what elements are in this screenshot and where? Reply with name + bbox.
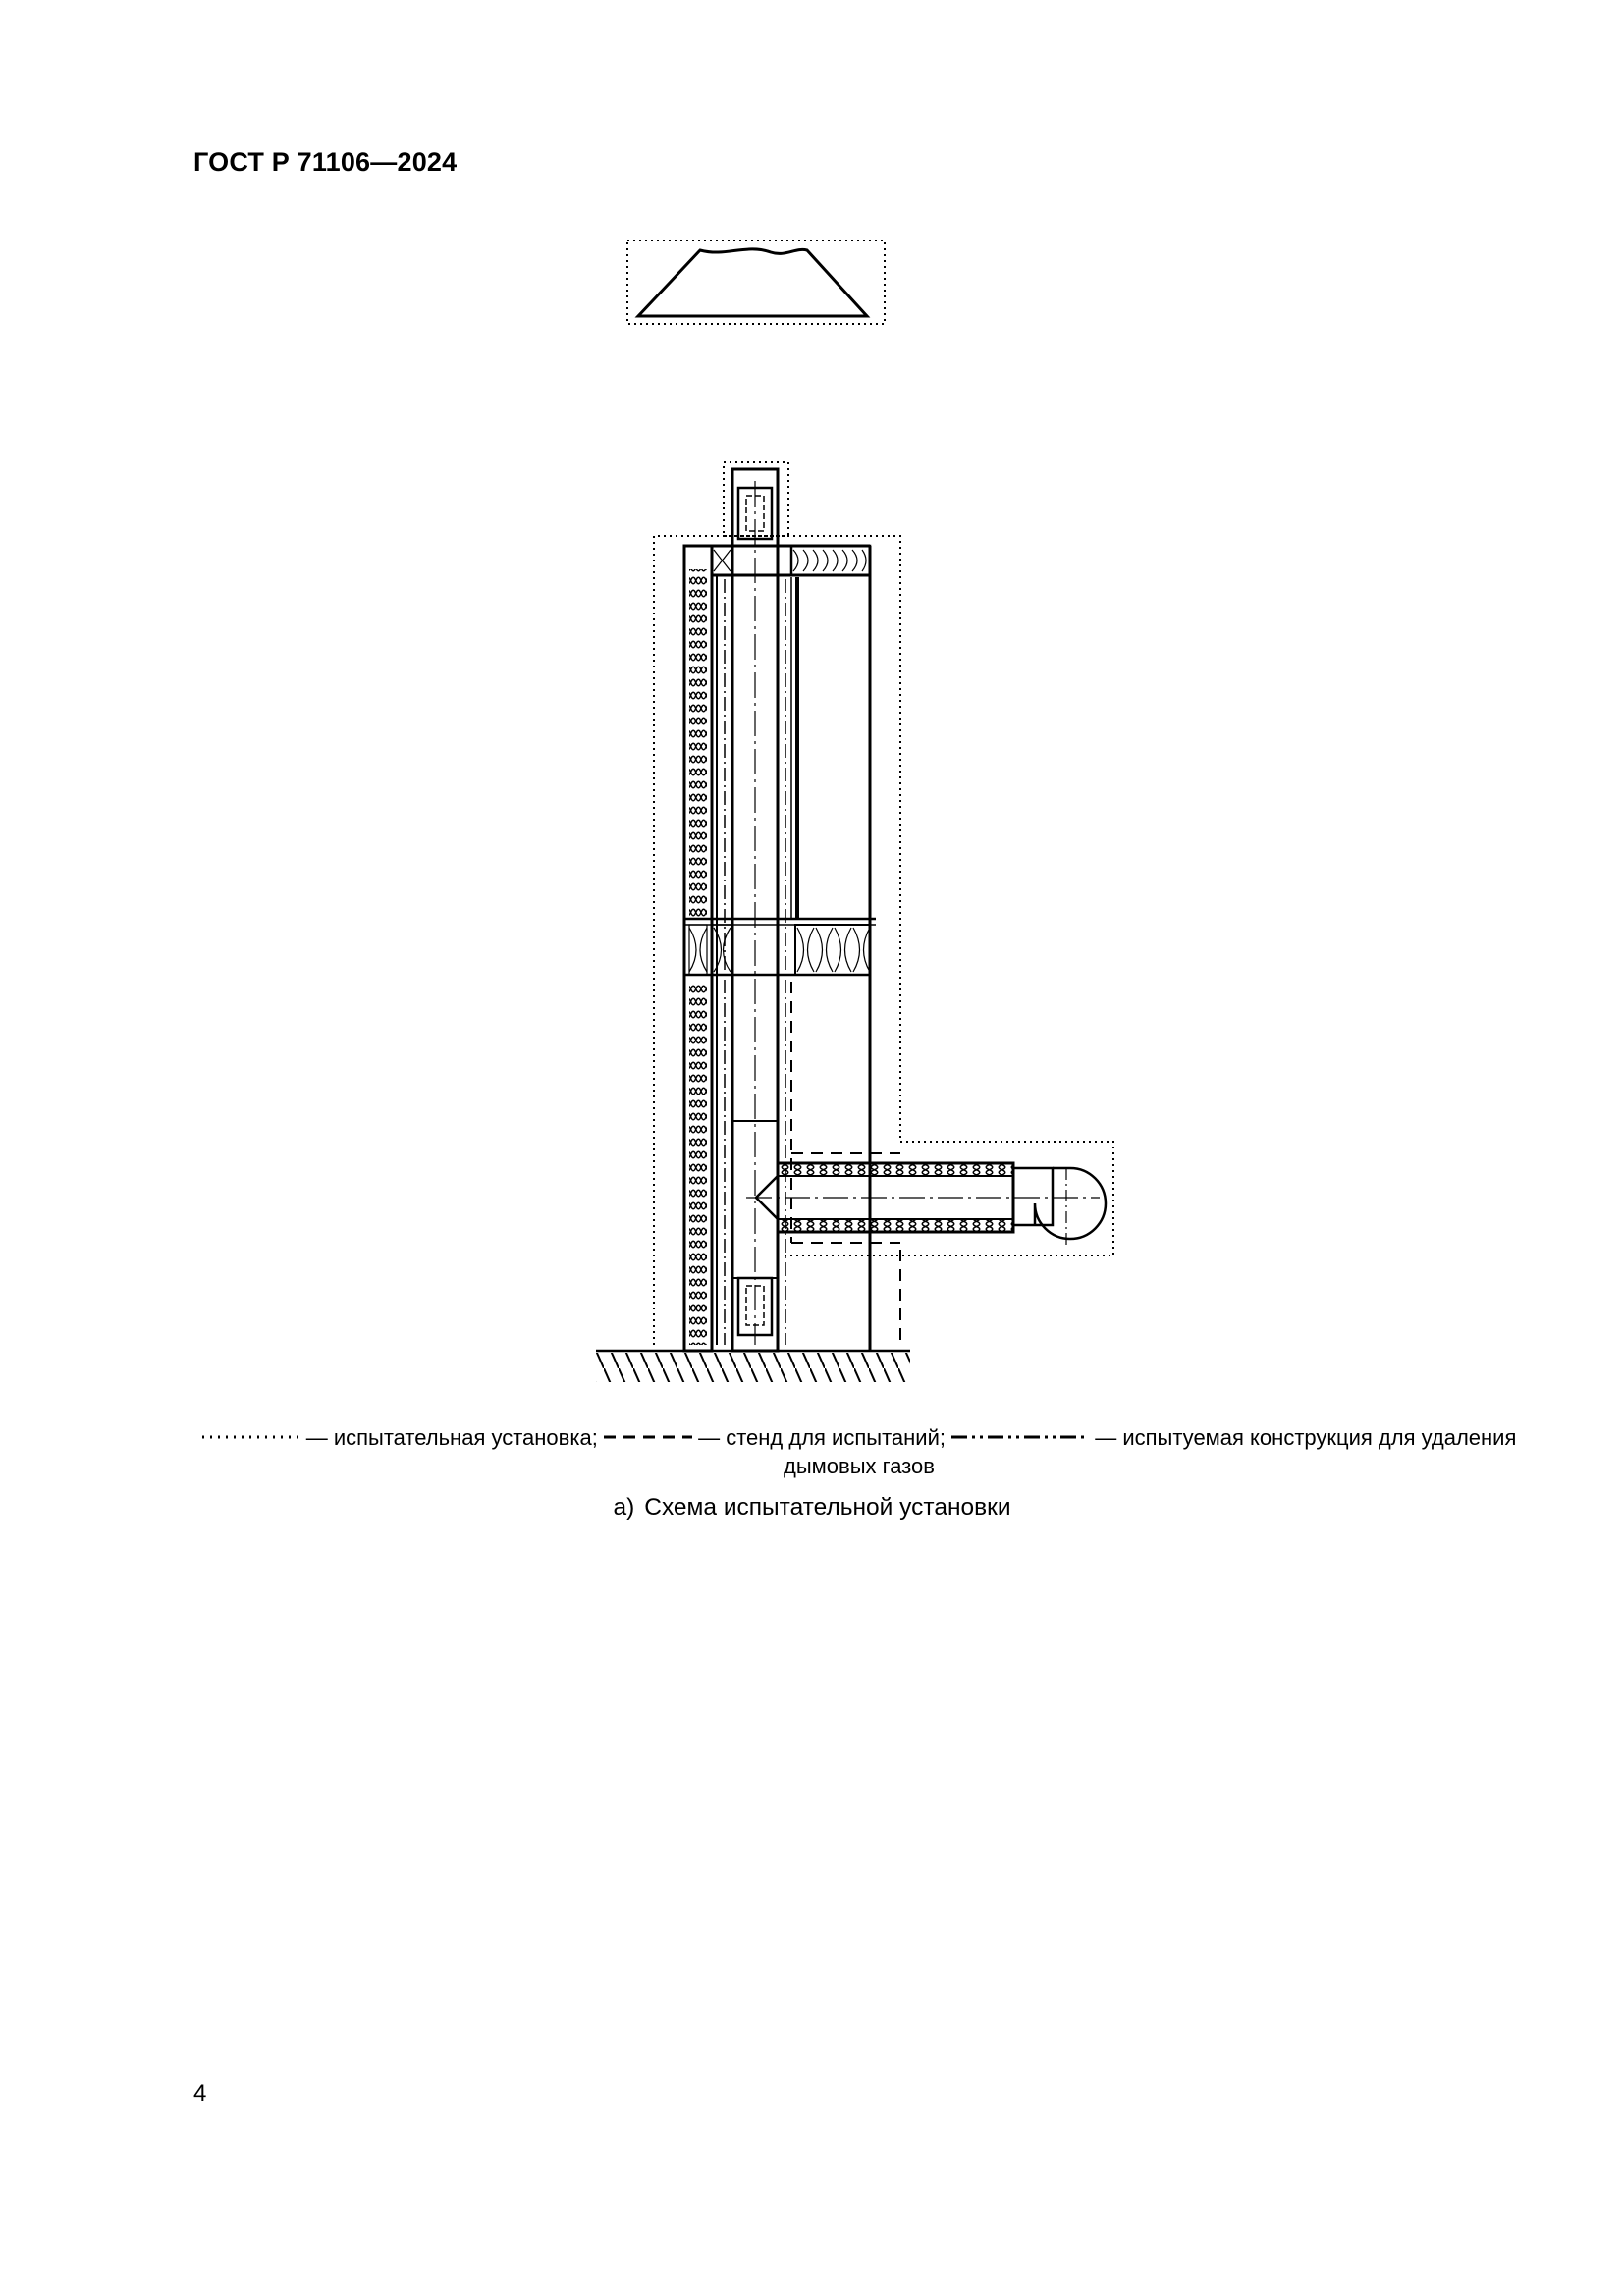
figure-caption-text: Схема испытательной установки xyxy=(644,1494,1011,1521)
line-style-legend xyxy=(187,1423,1532,1480)
page-number: 4 xyxy=(193,2080,207,2107)
legend-item-test-stand: — стенд для испытаний; xyxy=(698,1425,946,1450)
document-header: ГОСТ Р 71106—2024 xyxy=(193,147,458,177)
legend-continuation: дымовых газов xyxy=(784,1454,935,1478)
dashed-line-symbol xyxy=(604,1433,692,1441)
legend-item-test-installation: — испытательная установка; xyxy=(305,1425,598,1450)
horizontal-connector xyxy=(746,1163,1106,1245)
legend-item-test-construction: — испытуемая конструкция для удаления xyxy=(1095,1425,1517,1450)
installation-boundary xyxy=(654,462,1113,1345)
figure-caption xyxy=(0,1494,1624,1522)
figure-caption-letter: а) xyxy=(613,1494,635,1521)
dotted-line-symbol xyxy=(202,1433,300,1441)
hood-symbol xyxy=(627,240,885,324)
ground xyxy=(596,1351,910,1382)
dash-dot-line-symbol xyxy=(951,1433,1089,1441)
